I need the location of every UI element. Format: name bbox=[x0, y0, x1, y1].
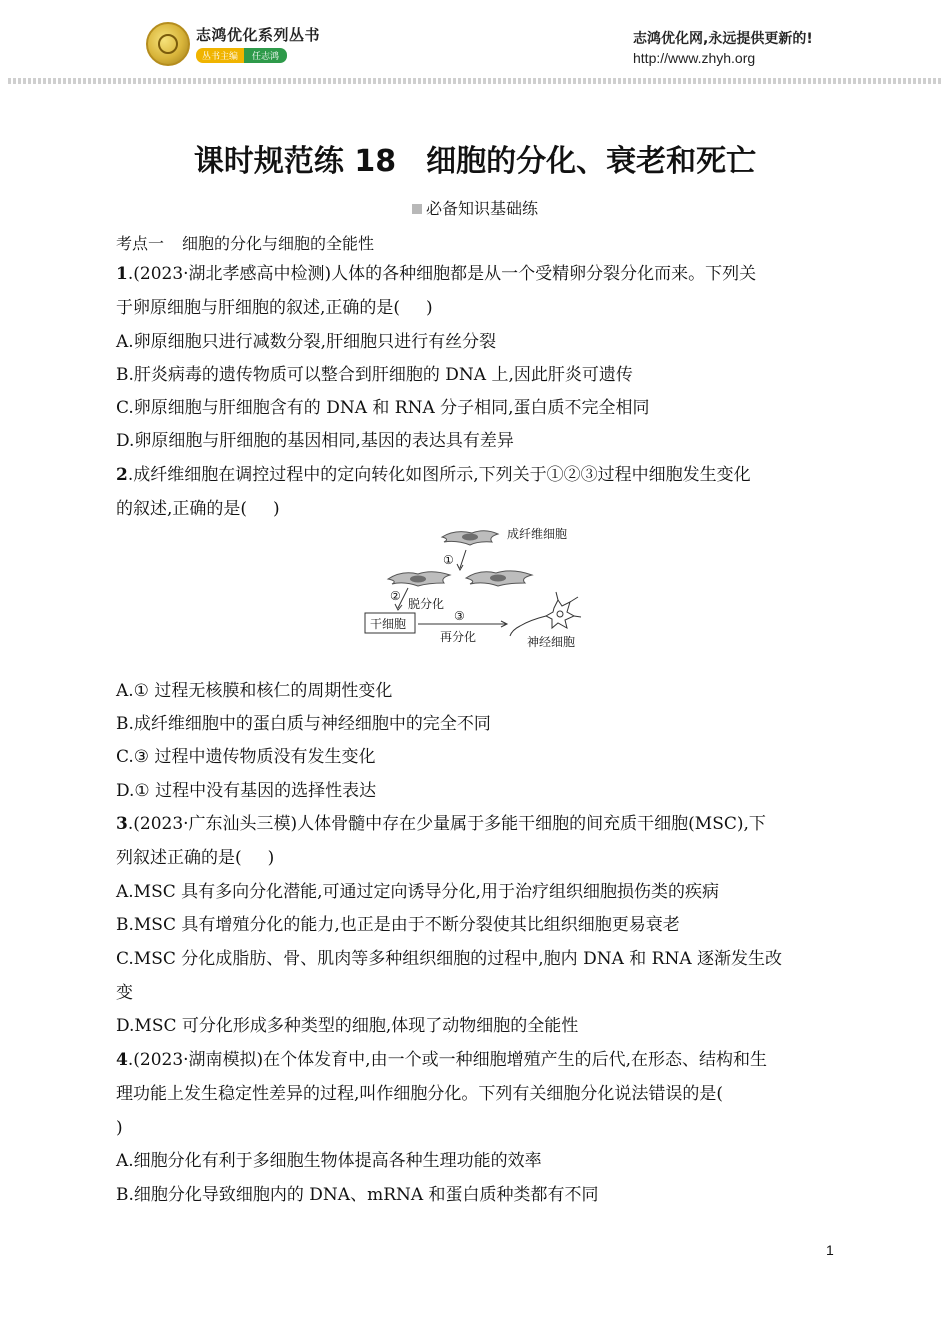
question-3-stem-cont: 列叙述正确的是( ) bbox=[116, 848, 275, 868]
question-4-option-a: A.细胞分化有利于多细胞生物体提高各种生理功能的效率 bbox=[116, 1151, 542, 1171]
question-1-option-b: B.肝炎病毒的遗传物质可以整合到肝细胞的 DNA 上,因此肝炎可遗传 bbox=[116, 365, 633, 385]
site-url-link[interactable]: http://www.zhyh.org bbox=[633, 50, 756, 66]
subtitle-text: 必备知识基础练 bbox=[425, 199, 538, 218]
question-2-option-c: C.③ 过程中遗传物质没有发生变化 bbox=[116, 747, 376, 767]
question-number: 1 bbox=[116, 264, 128, 284]
fibroblast-cell-icon bbox=[466, 571, 532, 586]
brand-title: 志鸿优化系列丛书 bbox=[196, 26, 321, 44]
question-2-stem-cont: 的叙述,正确的是( ) bbox=[116, 499, 280, 519]
question-2-option-d: D.① 过程中没有基因的选择性表达 bbox=[116, 781, 377, 801]
question-4-stem-close: ) bbox=[116, 1118, 123, 1138]
label-fibroblast: 成纤维细胞 bbox=[507, 527, 568, 541]
editor-label: 丛书主编 bbox=[196, 48, 244, 63]
question-3-option-c-cont: 变 bbox=[116, 983, 133, 1003]
neuron-cell-icon bbox=[510, 592, 581, 636]
question-4-stem: 4.(2023·湖南模拟)在个体发育中,由一个或一种细胞增殖产生的后代,在形态、结构和生 bbox=[116, 1050, 767, 1070]
cell-differentiation-diagram bbox=[360, 520, 600, 660]
label-step-2: ② bbox=[390, 589, 401, 603]
fibroblast-cell-icon bbox=[388, 572, 450, 586]
brand-logo-icon bbox=[146, 22, 190, 66]
label-step-3: ③ bbox=[454, 609, 465, 623]
question-2-stem: 2.成纤维细胞在调控过程中的定向转化如图所示,下列关于①②③过程中细胞发生变化 bbox=[116, 465, 751, 485]
label-neuron: 神经细胞 bbox=[527, 635, 576, 649]
question-3-option-b: B.MSC 具有增殖分化的能力,也正是由于不断分裂使其比组织细胞更易衰老 bbox=[116, 915, 680, 935]
label-step-1: ① bbox=[443, 553, 454, 567]
label-dedifferentiation: 脱分化 bbox=[408, 597, 445, 611]
square-bullet-icon bbox=[412, 204, 422, 214]
label-stem-cell: 干细胞 bbox=[370, 617, 407, 631]
question-3-option-d: D.MSC 可分化形成多种类型的细胞,体现了动物细胞的全能性 bbox=[116, 1016, 579, 1036]
question-1-option-d: D.卵原细胞与肝细胞的基因相同,基因的表达具有差异 bbox=[116, 431, 514, 451]
question-2-option-a: A.① 过程无核膜和核仁的周期性变化 bbox=[116, 681, 393, 701]
editor-name: 任志鸿 bbox=[244, 48, 287, 63]
question-1-option-c: C.卵原细胞与肝细胞含有的 DNA 和 RNA 分子相同,蛋白质不完全相同 bbox=[116, 398, 650, 418]
diagram-svg bbox=[360, 520, 600, 660]
question-1-stem-cont: 于卵原细胞与肝细胞的叙述,正确的是( ) bbox=[116, 298, 433, 318]
page-number: 1 bbox=[826, 1242, 834, 1258]
question-1-stem: 1.(2023·湖北孝感高中检测)人体的各种细胞都是从一个受精卵分裂分化而来。下列关 bbox=[116, 264, 757, 284]
question-3-option-c: C.MSC 分化成脂肪、骨、肌肉等多种组织细胞的过程中,胞内 DNA 和 RNA 逐渐发生改 bbox=[116, 949, 783, 969]
question-2-option-b: B.成纤维细胞中的蛋白质与神经细胞中的完全不同 bbox=[116, 714, 491, 734]
fibroblast-cell-icon bbox=[442, 531, 498, 545]
topic-label: 考点一 bbox=[116, 234, 165, 253]
question-3-stem: 3.(2023·广东汕头三模)人体骨髓中存在少量属于多能干细胞的间充质干细胞(MSC),下 bbox=[116, 814, 766, 834]
question-1-option-a: A.卵原细胞只进行减数分裂,肝细胞只进行有丝分裂 bbox=[116, 332, 497, 352]
topic-name: 细胞的分化与细胞的全能性 bbox=[182, 234, 375, 253]
question-4-option-b: B.细胞分化导致细胞内的 DNA、mRNA 和蛋白质种类都有不同 bbox=[116, 1185, 599, 1205]
question-number: 4 bbox=[116, 1050, 128, 1070]
page-title: 课时规范练 18 细胞的分化、衰老和死亡 bbox=[193, 144, 757, 179]
brand-editor-tag bbox=[196, 48, 287, 62]
header-divider bbox=[8, 78, 942, 84]
question-3-option-a: A.MSC 具有多向分化潜能,可通过定向诱导分化,用于治疗组织细胞损伤类的疾病 bbox=[116, 882, 719, 902]
section-subtitle bbox=[0, 196, 950, 219]
question-4-stem-cont: 理功能上发生稳定性差异的过程,叫作细胞分化。下列有关细胞分化说法错误的是( bbox=[116, 1084, 724, 1104]
topic-heading bbox=[116, 231, 374, 254]
question-number: 2 bbox=[116, 465, 128, 485]
page-header bbox=[0, 0, 950, 80]
question-number: 3 bbox=[116, 814, 128, 834]
label-redifferentiation: 再分化 bbox=[440, 630, 477, 644]
site-slogan: 志鸿优化网,永远提供更新的! bbox=[633, 31, 813, 47]
